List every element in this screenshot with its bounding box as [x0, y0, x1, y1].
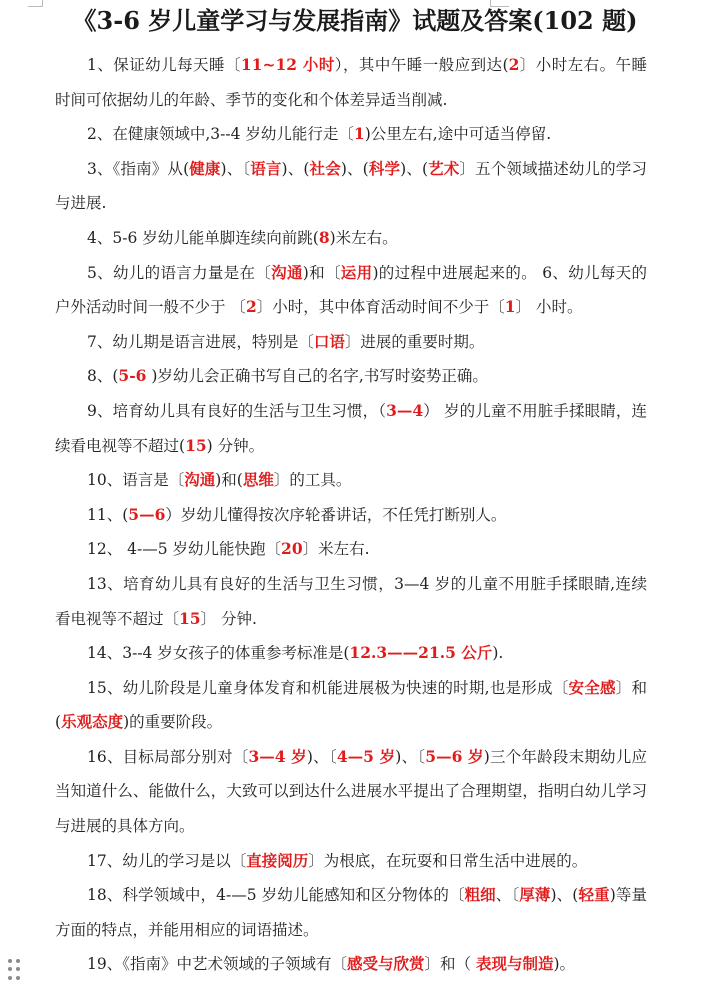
question-item — [55, 152, 647, 221]
question-item — [55, 947, 647, 982]
question-text: 10、语言是〔 — [87, 471, 185, 490]
question-text: ). — [492, 644, 504, 663]
question-text: ）岁幼儿懂得按次序轮番讲话，不任凭打断别人。 — [165, 505, 507, 524]
question-text: 、〔 — [495, 886, 520, 905]
question-text: 〕小时，其中体育活动时间不少于〔 — [256, 298, 505, 317]
question-text: )和〔 — [302, 263, 341, 282]
question-text: )岁幼儿会正确书写自己的名字,书写时姿势正确。 — [146, 367, 488, 386]
question-text: )、〔 — [220, 159, 251, 178]
answer-text: 1 — [504, 297, 516, 317]
answer-text: 11~12 小时 — [240, 55, 335, 74]
question-text: ) 分钟。 — [206, 436, 265, 455]
answer-text: 5—6 岁 — [425, 746, 484, 766]
question-item — [55, 463, 647, 498]
answer-text: 感受与欣赏 — [346, 954, 425, 974]
question-item — [55, 844, 647, 879]
question-text: 〕进展的重要时期。 — [344, 332, 485, 351]
question-text: 1、保证幼儿每天睡〔 — [87, 56, 241, 74]
question-text: )。 — [553, 955, 576, 974]
question-text: 4、5-6 岁幼儿能单脚连续向前跳( — [87, 228, 319, 247]
question-text: 7、幼儿期是语言进展，特别是〔 — [87, 332, 314, 351]
question-item — [55, 671, 647, 740]
answer-text: 运用 — [340, 262, 373, 282]
question-text: )、〔 — [395, 747, 426, 766]
answer-text: 15 — [179, 608, 201, 628]
question-text: 〕的工具。 — [273, 471, 352, 490]
answer-text: 表现与制造 — [475, 954, 554, 974]
question-item — [55, 636, 647, 671]
document-title: 《3-6 岁儿童学习与发展指南》试题及答案(102 题) — [72, 6, 638, 35]
question-text: 〕和( — [55, 678, 647, 732]
question-text: )等量方面的特点，并能用相应的词语描述。 — [55, 886, 647, 939]
question-text: 2、在健康领域中,3--4 岁幼儿能行走〔 — [87, 125, 354, 144]
question-item — [55, 48, 647, 117]
question-item — [55, 359, 647, 394]
question-text: 〕和（ — [424, 955, 476, 974]
question-item — [55, 567, 647, 636]
question-item — [55, 221, 647, 256]
answer-text: 8 — [318, 227, 330, 247]
question-item — [55, 532, 647, 567]
question-text: 5、幼儿的语言力量是在〔 — [87, 263, 272, 282]
question-text: 〕 分钟. — [200, 609, 257, 628]
answer-text: 艺术 — [428, 158, 460, 178]
question-text: 19、《指南》中艺术领域的子领域有〔 — [87, 955, 347, 974]
question-text: )三个年龄段末期幼儿应当知道什么、能做什么，大致可以到达什么进展水平提出了合理期望，指明白幼儿学习与进展的具体方向。 — [55, 747, 647, 836]
question-item — [55, 256, 647, 325]
question-text: 3、《指南》从( — [87, 159, 190, 178]
question-text: 18、科学领域中，4-—5 岁幼儿能感知和区分物体的〔 — [87, 886, 465, 905]
grip-dot — [8, 967, 12, 971]
answer-text: 2 — [245, 297, 257, 317]
answer-text: 3—4 — [386, 400, 424, 420]
question-item — [55, 325, 647, 360]
question-text: )、〔 — [306, 747, 337, 766]
question-text: 〕米左右. — [302, 540, 370, 559]
answer-text: 15 — [185, 435, 207, 455]
question-text: 〕 小时。 — [515, 298, 583, 317]
answer-text: 1 — [353, 124, 365, 144]
answer-text: 思维 — [242, 470, 274, 490]
question-text: 13、培育幼儿具有良好的生活与卫生习惯，3—4 岁的儿童不用脏手揉眼睛,连续看电视等不超过〔 — [55, 574, 647, 628]
answer-text: 乐观态度 — [61, 712, 124, 732]
question-text: 〕为根底，在玩耍和日常生活中进展的。 — [308, 851, 588, 870]
question-item — [55, 117, 647, 152]
question-item — [55, 878, 647, 947]
question-text: )公里左右,途中可适当停留. — [364, 125, 552, 144]
answer-text: 3—4 岁 — [248, 746, 307, 766]
question-text: )的重要阶段。 — [123, 713, 223, 732]
question-text: )、( — [281, 159, 310, 178]
question-text: )米左右。 — [329, 228, 398, 247]
answer-text: 社会 — [309, 158, 341, 178]
question-item — [55, 740, 647, 844]
answer-text: 粗细 — [464, 885, 496, 905]
answer-text: 沟通 — [271, 262, 303, 282]
grip-dot — [16, 976, 20, 980]
answer-text: 12.3——21.5 公斤 — [349, 643, 493, 663]
answer-text: 2 — [508, 55, 520, 74]
grip-dot — [8, 976, 12, 980]
answer-text: 5—6 — [128, 504, 166, 524]
question-text: 12、 4-—5 岁幼儿能快跑〔 — [87, 540, 282, 559]
answer-text: 轻重 — [578, 885, 610, 905]
question-text: )、( — [550, 886, 579, 905]
question-text: 16、目标局部分别对〔 — [87, 747, 249, 766]
question-text: ） 岁的儿童不用脏手揉眼睛，连续看电视等不超过( — [55, 401, 647, 455]
question-text: 〕五个领域描述幼儿的学习与进展. — [55, 159, 647, 213]
question-text: 17、幼儿的学习是以〔 — [87, 851, 247, 870]
question-text: 14、3--4 岁女孩子的体重参考标准是( — [87, 644, 350, 663]
answer-text: 沟通 — [184, 470, 216, 490]
question-text: 15、幼儿阶段是儿童身体发育和机能进展极为快速的时期,也是形成〔 — [87, 678, 569, 697]
grip-dots-icon[interactable] — [8, 959, 22, 981]
question-text: 11、( — [87, 505, 129, 524]
question-item — [55, 498, 647, 533]
question-item — [55, 394, 647, 463]
question-text: )、( — [340, 159, 369, 178]
question-list — [55, 48, 647, 982]
question-text: )和( — [215, 471, 243, 490]
grip-dot — [16, 959, 20, 963]
question-text: 〕小时左右。午睡时间可依据幼儿的年龄、季节的变化和个体差异适当削减. — [55, 56, 647, 109]
answer-text: 口语 — [313, 331, 345, 351]
answer-text: 5-6 — [118, 366, 147, 386]
grip-dot — [8, 959, 12, 963]
answer-text: 厚薄 — [519, 885, 551, 905]
answer-text: 安全感 — [568, 677, 616, 697]
grip-dot — [16, 967, 20, 971]
answer-text: 直接阅历 — [246, 850, 309, 870]
question-text: ），其中午睡一般应到达( — [334, 56, 509, 74]
answer-text: 科学 — [368, 158, 401, 178]
question-text: 8、( — [87, 367, 119, 386]
question-text: )、( — [400, 159, 429, 178]
question-text: 9、培育幼儿具有良好的生活与卫生习惯，（ — [87, 401, 387, 420]
answer-text: 20 — [281, 539, 303, 559]
answer-text: 语言 — [250, 158, 282, 178]
question-text: )的过程中进展起来的。 6、幼儿每天的户外活动时间一般不少于 〔 — [55, 263, 647, 317]
answer-text: 4—5 岁 — [336, 746, 396, 766]
answer-text: 健康 — [189, 158, 221, 178]
